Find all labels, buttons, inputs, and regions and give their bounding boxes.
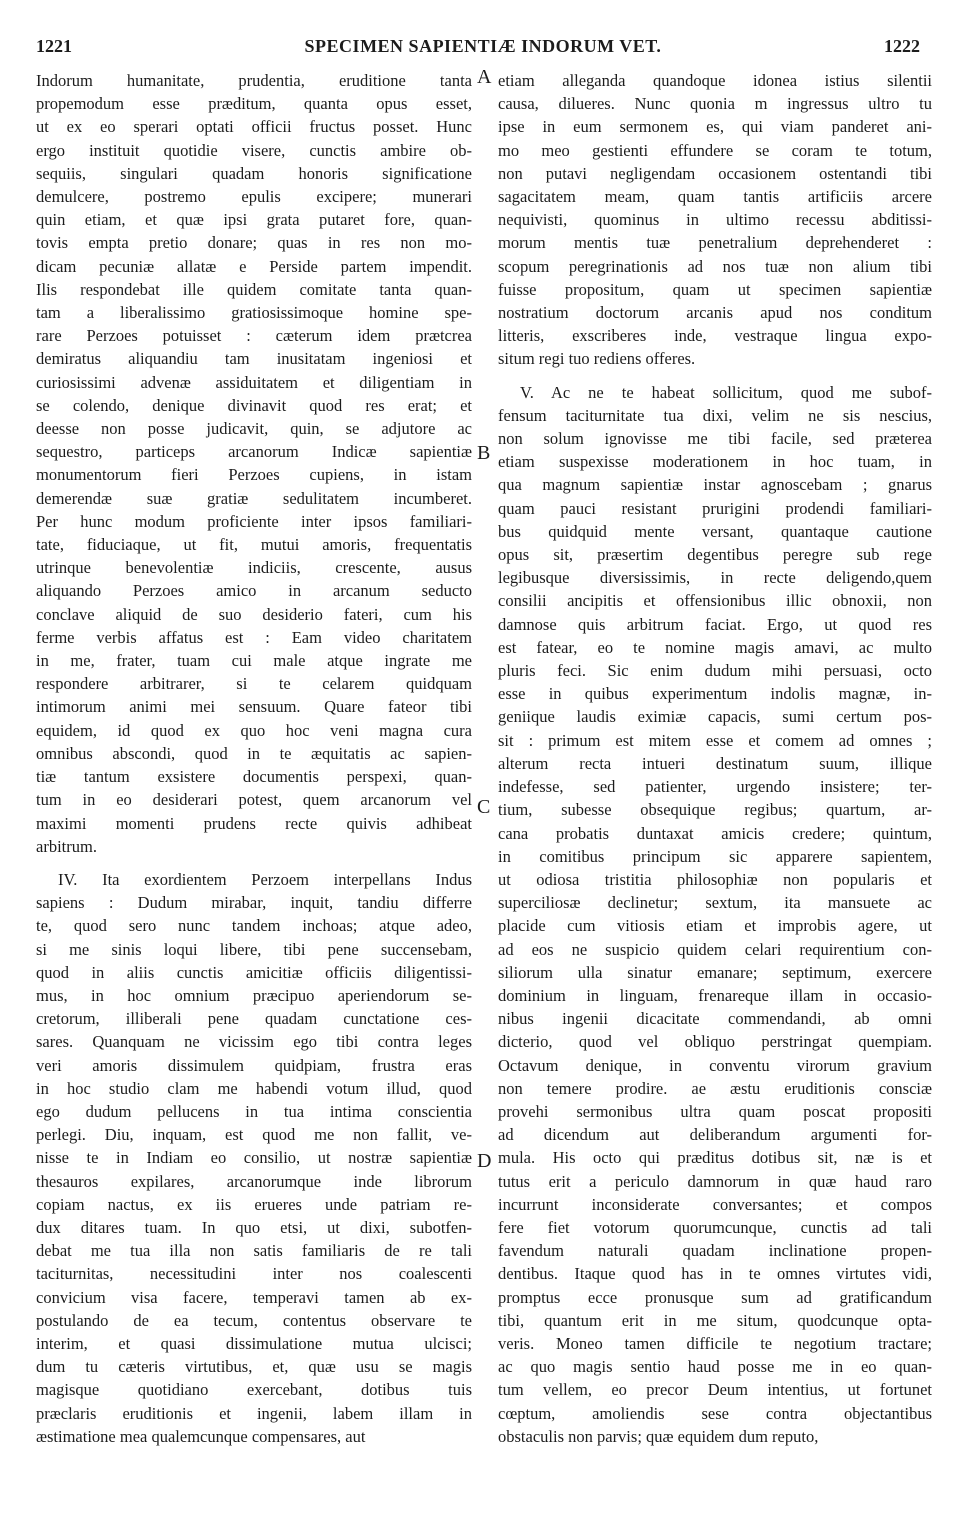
text-line: dum tu cæteris virtutibus, et, quæ usu se magis bbox=[36, 1357, 472, 1377]
text-line: interim, et quasi dissimulatione mutua ulcisci; bbox=[36, 1333, 472, 1353]
text-line: non solum ignovisse me tibi facile, sed præterea bbox=[498, 429, 932, 449]
text-line: sapiens : Dudum mirabar, inquit, tandiu differre bbox=[36, 893, 472, 913]
text-line: alterum recta intueri destinatum suum, illique bbox=[498, 753, 932, 773]
text-line: utrinque benevolentiæ indiciis, crescente, ausus bbox=[36, 558, 472, 578]
text-line: præclaris eruditionis et ingenii, labem illam in bbox=[36, 1403, 472, 1423]
text-line: ad dicendum aut deliberandum argumenti for- bbox=[498, 1125, 932, 1145]
text-line: quam pauci resistant prurigini prodendi familiari- bbox=[498, 498, 932, 518]
section-marker-d: D bbox=[477, 1150, 492, 1172]
text-line: dicam pecuniæ allatæ e Perside partem impendit. bbox=[36, 256, 472, 276]
text-line: fuisse propositum, quam ut specimen sapientiæ bbox=[498, 279, 932, 299]
section-marker-c: C bbox=[477, 796, 491, 818]
text-line: mo meo gestienti effundere se coram te totum, bbox=[498, 140, 932, 160]
text-line: aliquando Perzoes amico in arcanum seducto bbox=[36, 581, 472, 601]
text-line: cœptum, amoliendis sese contra objectantibus bbox=[498, 1403, 932, 1423]
text-line: incurrunt inconsiderate conversantes; et compos bbox=[498, 1194, 932, 1214]
text-line: in comitibus principum sic apparere sapientem, bbox=[498, 846, 932, 866]
text-line: qua magnum sapientiæ instar agnoscebam ; gnarus bbox=[498, 475, 932, 495]
text-line: nibus ingenii dicacitate commendandi, ab omni bbox=[498, 1009, 932, 1029]
text-line: rare Perzoes potuisset : cæterum idem prætcrea bbox=[36, 326, 472, 346]
text-line: tovis empta pretio donare; quas in res non mo- bbox=[36, 233, 472, 253]
text-line: opus sit, præsertim degentibus peregre sub rege bbox=[498, 545, 932, 565]
text-line: ut ex eo sperari optati officii fructus posset. Hunc bbox=[36, 117, 472, 137]
text-line: tutus erit a periculo damnorum in quæ haud raro bbox=[498, 1171, 932, 1191]
text-line: taciturnitas, necessitudini inter nos coalescenti bbox=[36, 1264, 472, 1284]
text-line: est fatear, eo te nomine magis amavi, ac multo bbox=[498, 637, 932, 657]
text-line: non temere prodire. ae æstu eruditionis consciæ bbox=[498, 1078, 932, 1098]
text-line: fere fiet votorum quorumcunque, cunctis ad tali bbox=[498, 1217, 932, 1237]
text-line: cana probatis duntaxat amicis credere; quintum, bbox=[498, 823, 932, 843]
text-line: thesauros expilares, arcanorumque inde librorum bbox=[36, 1171, 472, 1191]
text-line: situm regi tuo rediens offeres. bbox=[498, 349, 696, 369]
text-line: causa, dilueres. Nunc quonia m ingressus ultro tu bbox=[498, 94, 932, 114]
text-line: perlegi. Diu, inquam, est quod me non fallit, ve- bbox=[36, 1125, 472, 1145]
page-number-right: 1222 bbox=[884, 36, 920, 56]
text-line: ferme verbis affatus est : Eam video charitatem bbox=[36, 627, 472, 647]
page-header bbox=[0, 36, 966, 60]
left-column bbox=[36, 69, 472, 1448]
text-line: quin etiam, et quæ ipsi grata putaret fore, quan- bbox=[36, 210, 472, 230]
text-line: fensum taciturnitate tua dixi, velim ne sis nescius, bbox=[498, 405, 932, 425]
text-line: etiam suspexisse moderationem in hoc tuam, in bbox=[498, 452, 932, 472]
text-line: pluris feci. Sic enim dudum mihi persuasi, octo bbox=[498, 661, 932, 681]
left-paragraph-1 bbox=[36, 69, 472, 858]
text-line: mula. His octo qui præditus dotibus sit, næ is et bbox=[498, 1148, 932, 1168]
text-line: debat me tua illa non satis familiaris de re tali bbox=[36, 1241, 472, 1261]
text-line: Indorum humanitate, prudentia, eruditione tanta bbox=[36, 71, 472, 90]
text-line: æstimatione mea qualemcunque compensares, aut bbox=[36, 1426, 366, 1446]
right-paragraph-2 bbox=[498, 381, 932, 1448]
text-line: arbitrum. bbox=[36, 836, 97, 856]
text-line: dicterio, quod vel obliquo perstringat quempiam. bbox=[498, 1032, 932, 1052]
text-line: sequestro, particeps arcanorum Indicæ sapientiæ bbox=[36, 442, 472, 462]
text-line: esse in quibus experimentum indolis magnæ, in- bbox=[498, 684, 932, 704]
text-line: mus, in hoc omnium præcipuo aperiendorum se- bbox=[36, 985, 472, 1005]
text-line: tam a liberalissimo gratiosissimoque homine spe- bbox=[36, 303, 472, 323]
text-line: sequiis, singulari quadam honoris significatione bbox=[36, 163, 472, 183]
text-line: dominium in linguam, frenareque illam in occasio- bbox=[498, 985, 932, 1005]
text-line: intimorum animi mei sensuum. Quare fateor tibi bbox=[36, 697, 472, 717]
text-line: veri amoris dissimulem quidpiam, frustra eras bbox=[36, 1055, 472, 1075]
text-line: ego dudum pellucens in tua intima conscientia bbox=[36, 1101, 472, 1121]
section-marker-b: B bbox=[477, 442, 491, 464]
text-line: si me sinis loqui libere, tibi pene succensebam, bbox=[36, 939, 472, 959]
text-line: sit : primum est mitem esse et comem ad omnes ; bbox=[498, 730, 932, 750]
text-line: IV. Ita exordientem Perzoem interpellans Indus bbox=[58, 869, 472, 889]
text-line: respondere arbitrarer, si te celarem quidquam bbox=[36, 674, 472, 694]
text-line: equidem, id quod ex quo hoc veni magna cura bbox=[36, 720, 472, 740]
text-line: provehi sermonibus ultra quam poscat propositi bbox=[498, 1101, 932, 1121]
text-line: tibi, quantum erit in me situm, quodcunque opta- bbox=[498, 1310, 932, 1330]
text-line: litteris, exscriberes inde, vestraque lingua expo- bbox=[498, 326, 932, 346]
text-line: Per hunc modum proficiente inter ipsos familiari- bbox=[36, 511, 472, 531]
text-line: se colendo, denique divinavit quod res erat; et bbox=[36, 395, 472, 415]
running-title: SPECIMEN SAPIENTIÆ INDORUM VET. bbox=[304, 36, 662, 56]
text-line: bus quidquid mente versant, quantaque cautione bbox=[498, 521, 932, 541]
text-line: ad eos ne suspicio quidem celari requirentium con- bbox=[498, 939, 932, 959]
text-line: geniique laudis eximiæ capacis, sumi certum pos- bbox=[498, 707, 932, 727]
right-column bbox=[498, 69, 932, 1448]
text-line: ac quo magis sentio haud posse me in eo quan- bbox=[498, 1357, 932, 1377]
text-line: legibusque diversissimis, in recte deligendo,quem bbox=[498, 568, 932, 588]
text-line: ergo instituit quotidie visere, cunctis ambire ob- bbox=[36, 140, 472, 160]
text-line: conclave aliquid de suo desiderio fateri, cum his bbox=[36, 604, 472, 624]
text-line: nequivisti, quominus in ultimo recessu abditissi- bbox=[498, 210, 932, 230]
text-line: ut odiosa tristitia philosophiæ non popularis et bbox=[498, 869, 932, 889]
text-line: nisse te in Indiam eo consilio, ut nostræ sapientiæ bbox=[36, 1148, 472, 1168]
text-line: sares. Quanquam ne vicissim ego tibi contra leges bbox=[36, 1032, 472, 1052]
text-line: tate, fiduciaque, ut fit, mutui amoris, frequentatis bbox=[36, 535, 472, 555]
text-line: promptus ecce pronusque sum ad gratificandum bbox=[498, 1287, 932, 1307]
text-line: maximi momenti prudens recte quivis adhibeat bbox=[36, 813, 472, 833]
text-line: dentibus. Itaque quod has in te omnes virtutes vidi, bbox=[498, 1264, 932, 1284]
text-line: copiam nactus, ex iis erueres unde patriam re- bbox=[36, 1194, 472, 1214]
left-paragraph-2 bbox=[36, 868, 472, 1448]
text-line: demiratus aliquandiu tam inusitatam ingeniosi et bbox=[36, 349, 472, 369]
text-line: indefesse, sed patienter, urgendo insistere; ter- bbox=[498, 777, 932, 797]
text-line: curiosissimi advenæ assiduitatem et diligentiam in bbox=[36, 372, 472, 392]
text-line: placide cum vitiosis etiam et improbis agere, ut bbox=[498, 916, 932, 936]
text-line: tiæ tantum exsistere documentis perspexi, quan- bbox=[36, 767, 472, 787]
text-line: nostratium doctorum arcanis apud nos conditum bbox=[498, 303, 932, 323]
page-number-left: 1221 bbox=[36, 36, 72, 56]
right-paragraph-1 bbox=[498, 69, 932, 371]
text-line: postulando de ea tecum, contentus observare te bbox=[36, 1310, 472, 1330]
text-line: Ilis respondebat ille quidem comitate tanta quan- bbox=[36, 279, 472, 299]
text-line: tum in eo desiderari potest, quem arcanorum vel bbox=[36, 790, 472, 810]
text-line: damnose quis arbitrum faciat. Ergo, ut quod res bbox=[498, 614, 932, 634]
text-line: ipse in eum sermonem es, qui viam panderet ani- bbox=[498, 117, 932, 137]
text-line: omnibus abscondi, quod in te æquitatis ac sapien- bbox=[36, 743, 472, 763]
text-line: in hoc studio clam me habendi votum illud, quod bbox=[36, 1078, 472, 1098]
text-line: convicium visa facere, temperavi tamen ab ex- bbox=[36, 1287, 472, 1307]
text-line: Octavum denique, in conventu virorum gravium bbox=[498, 1055, 932, 1075]
text-line: tium, subesse obsequique regibus; quartum, ar- bbox=[498, 800, 932, 820]
text-line: demulcere, postremo epulis excipere; munerari bbox=[36, 187, 472, 207]
text-line: non putavi negligendam occasionem ostentandi tibi bbox=[498, 163, 932, 183]
text-line: quod in aliis cunctis amicitiæ officiis diligentissi- bbox=[36, 962, 472, 982]
text-line: superciliosæ declinetur; sextum, ita mansuete ac bbox=[498, 893, 932, 913]
text-line: in me, frater, tuam cui male atque ingrate me bbox=[36, 651, 472, 671]
text-line: etiam alleganda quandoque idonea istius silentii bbox=[498, 71, 932, 90]
text-line: obstaculis non parvis; quæ equidem dum reputo, bbox=[498, 1426, 819, 1446]
text-line: siliorum ulla sinatur emanare; septimum, exercere bbox=[498, 962, 932, 982]
text-line: demerendæ suæ gratiæ sedulitatem incumberet. bbox=[36, 488, 472, 508]
text-line: morum mentis tuæ penetralium deprehenderet : bbox=[498, 233, 932, 253]
text-line: propemodum esse præditum, quanta opus esset, bbox=[36, 94, 472, 114]
text-line: monumentorum fieri Perzoes cupiens, in istam bbox=[36, 465, 472, 485]
text-line: deesse non posse judicavit, quin, se adjutore ac bbox=[36, 419, 472, 439]
text-line: favendum naturali quadam inclinatione propen- bbox=[498, 1241, 932, 1261]
text-line: consilii ancipitis et offensionibus illic obnoxii, non bbox=[498, 591, 932, 611]
text-line: sagacitatem meam, quam tantis artificiis arcere bbox=[498, 187, 932, 207]
text-line: magisque quotidiano exercebant, dotibus tuis bbox=[36, 1380, 472, 1400]
text-line: V. Ac ne te habeat sollicitum, quod me subof- bbox=[520, 382, 932, 402]
text-line: scopum peregrinationis ad nos tuæ non alium tibi bbox=[498, 256, 932, 276]
section-marker-a: A bbox=[477, 66, 492, 88]
text-line: tum vellem, eo precor Deum intentius, ut fortunet bbox=[498, 1380, 932, 1400]
text-line: te, quod sero nunc tandem inchoas; atque adeo, bbox=[36, 916, 472, 936]
text-line: veris. Moneo tamen difficile te negotium tractare; bbox=[498, 1333, 932, 1353]
text-line: cretorum, illiberali pene quadam cunctatione ces- bbox=[36, 1009, 472, 1029]
text-line: dux ditares tuam. In quo etsi, ut dixi, subotfen- bbox=[36, 1217, 472, 1237]
